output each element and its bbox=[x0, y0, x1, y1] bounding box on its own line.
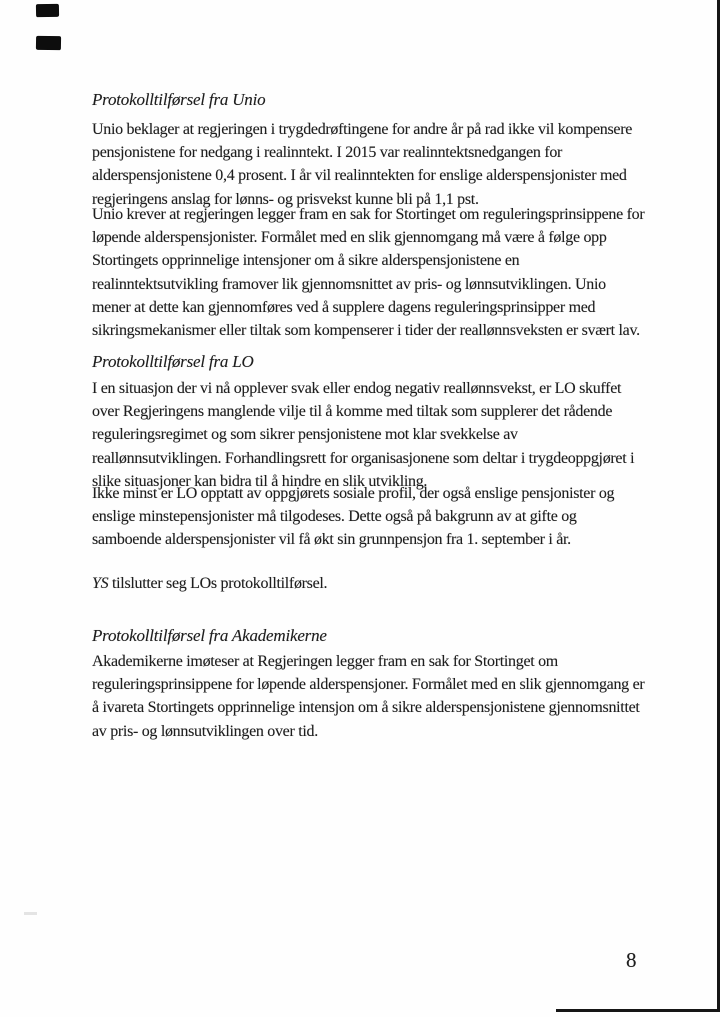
text-line: reguleringsregimet og som sikrer pensjonistene mot klar svekkelse av bbox=[92, 426, 518, 444]
scan-edge-line-right bbox=[717, 0, 720, 1011]
section-heading-akademikerne: Protokolltilførsel fra Akademikerne bbox=[92, 626, 327, 645]
text-line: reallønnsutviklingen. Forhandlingsrett for organisasjonene som deltar i trygdeoppgjøret i bbox=[92, 449, 635, 467]
text-line: Unio beklager at regjeringen i trygdedrøftingene for andre år på rad ikke vil kompensere bbox=[92, 121, 633, 138]
paragraph-lo-2 bbox=[92, 482, 654, 552]
text-line: pensjonistene for nedgang i realinntekt. I 2015 var realinntektsnedgangen for bbox=[92, 144, 563, 162]
text-line: alderspensjonistene 0,4 prosent. I år vil realinntekten for enslige alderspensjonister med bbox=[92, 167, 627, 185]
text-line: reguleringsprinsippene for løpende alderspensjoner. Formålet med en slik gjennomgang er bbox=[92, 676, 645, 694]
note-ys bbox=[92, 572, 654, 595]
paragraph-unio-1 bbox=[92, 118, 654, 211]
section-heading-lo: Protokolltilførsel fra LO bbox=[92, 352, 254, 371]
scan-artifact-mark bbox=[36, 36, 61, 50]
text-line: sikringsmekanismer eller tiltak som kompenserer i tider der reallønnsveksten er svært lav. bbox=[92, 321, 640, 339]
text-line: mener at dette kan gjennomføres ved å supplere dagens reguleringsprinsipper med bbox=[92, 298, 596, 316]
text-line: slike situasjoner kan bidra til å hindre en slik utvikling. bbox=[92, 472, 428, 490]
text-line: regjeringens anslag for lønns- og prisvekst kunne bli på 1,1 pst. bbox=[92, 190, 479, 208]
text-line: å ivareta Stortingets opprinnelige intensjon om å sikre alderspensjonistene gjennomsnittet bbox=[92, 699, 640, 717]
paragraph-akademikerne-1 bbox=[92, 650, 654, 743]
text-line: enslige minstepensjonister må tilgodeses. Dette også på bakgrunn av at gifte og bbox=[92, 508, 577, 526]
text-line: realinntektsutvikling framover lik gjennomsnittet av pris- og lønnsutviklingen. Unio bbox=[92, 275, 606, 293]
scan-edge-line-bottom bbox=[556, 1009, 720, 1012]
scan-artifact-mark bbox=[36, 4, 59, 17]
scan-artifact-faint-dash bbox=[24, 912, 37, 915]
paragraph-unio-2 bbox=[92, 203, 654, 342]
text-line: I en situasjon der vi nå opplever svak eller endog negativ reallønnsvekst, er LO skuffet bbox=[92, 380, 622, 397]
text-line: løpende alderspensjonister. Formålet med en slik gjennomgang må være å følge opp bbox=[92, 229, 607, 247]
text-line: Unio krever at regjeringen legger fram en sak for Stortinget om reguleringsprinsippene for bbox=[92, 206, 645, 223]
section-heading-unio: Protokolltilførsel fra Unio bbox=[92, 90, 266, 109]
text-line: samboende alderspensjonister vil få økt sin grunnpensjon fra 1. september i år. bbox=[92, 531, 571, 549]
paragraph-lo-1 bbox=[92, 377, 654, 493]
note-ys-rest: tilslutter seg LOs protokolltilførsel. bbox=[108, 575, 328, 592]
note-ys-lead: YS bbox=[92, 575, 109, 592]
text-line: Stortingets opprinnelige intensjoner om å sikre alderspensjonistene en bbox=[92, 252, 520, 270]
text-line: Ikke minst er LO opptatt av oppgjørets sosiale profil, der også enslige pensjonister og bbox=[92, 485, 615, 502]
text-line: over Regjeringens manglende vilje til å komme med tiltak som supplerer det rådende bbox=[92, 403, 613, 421]
page-number: 8 bbox=[626, 948, 637, 972]
text-line: av pris- og lønnsutviklingen over tid. bbox=[92, 722, 318, 740]
text-line: Akademikerne imøteser at Regjeringen legger fram en sak for Stortinget om bbox=[92, 653, 558, 670]
